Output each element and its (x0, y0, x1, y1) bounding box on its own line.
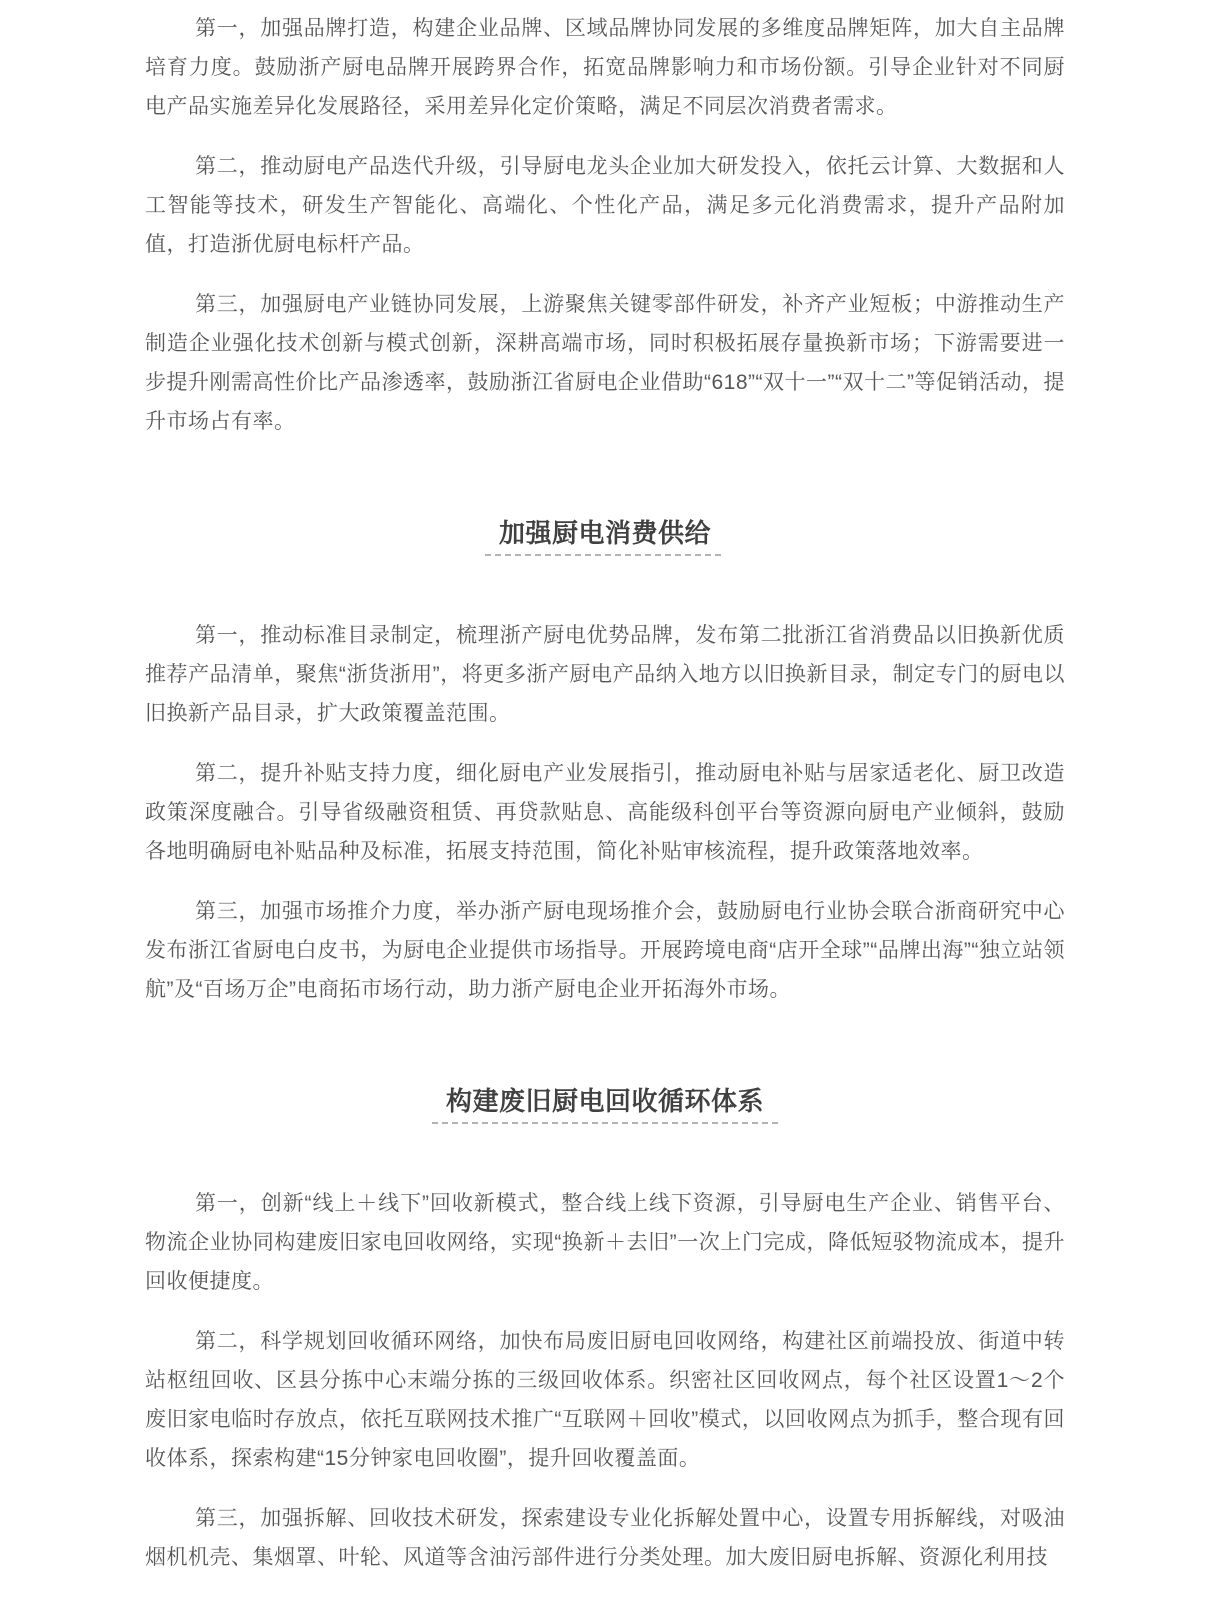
article-sections (145, 9, 1065, 1577)
section-heading: 加强厨电消费供给 (487, 514, 723, 556)
section-heading-row (145, 514, 1065, 556)
paragraph: 第一，创新“线上＋线下”回收新模式，整合线上线下资源，引导厨电生产企业、销售平台、物流企业协同构建废旧家电回收网络，实现“换新＋去旧”一次上门完成，降低短驳物流成本，提升回收便捷度。 (145, 1192, 1065, 1293)
section-heading-row (145, 1082, 1065, 1124)
paragraph: 第二，科学规划回收循环网络，加快布局废旧厨电回收网络，构建社区前端投放、街道中转站枢纽回收、区县分拣中心末端分拣的三级回收体系。织密社区回收网点，每个社区设置1～2个废旧家电临时存放点，依托互联网技术推广“互联网＋回收”模式，以回收网点为抓手，整合现有回收体系，探索构建“15分钟家电回收圈”，提升回收覆盖面。 (145, 1330, 1065, 1470)
paragraph: 第三，加强拆解、回收技术研发，探索建设专业化拆解处置中心，设置专用拆解线，对吸油烟机机壳、集烟罩、叶轮、风道等含油污部件进行分类处理。加大废旧厨电拆解、资源化利用技 (145, 1507, 1065, 1569)
paragraph: 第三，加强市场推介力度，举办浙产厨电现场推介会，鼓励厨电行业协会联合浙商研究中心发布浙江省厨电白皮书，为厨电企业提供市场指导。开展跨境电商“店开全球”“品牌出海”“独立站领航”及“百场万企”电商拓市场行动，助力浙产厨电企业开拓海外市场。 (145, 900, 1065, 1001)
paragraph: 第三，加强厨电产业链协同发展，上游聚焦关键零部件研发，补齐产业短板；中游推动生产制造企业强化技术创新与模式创新，深耕高端市场，同时积极拓展存量换新市场；下游需要进一步提升刚需高性价比产品渗透率，鼓励浙江省厨电企业借助“618”“双十一”“双十二”等促销活动，提升市场占有率。 (145, 293, 1065, 433)
paragraph: 第一，加强品牌打造，构建企业品牌、区域品牌协同发展的多维度品牌矩阵，加大自主品牌培育力度。鼓励浙产厨电品牌开展跨界合作，拓宽品牌影响力和市场份额。引导企业针对不同厨电产品实施差异化发展路径，采用差异化定价策略，满足不同层次消费者需求。 (145, 17, 1065, 118)
paragraph: 第二，推动厨电产品迭代升级，引导厨电龙头企业加大研发投入，依托云计算、大数据和人工智能等技术，研发生产智能化、高端化、个性化产品，满足多元化消费需求，提升产品附加值，打造浙优厨电标杆产品。 (145, 155, 1065, 256)
section-heading: 构建废旧厨电回收循环体系 (434, 1082, 776, 1124)
paragraph: 第二，提升补贴支持力度，细化厨电产业发展指引，推动厨电补贴与居家适老化、厨卫改造政策深度融合。引导省级融资租赁、再贷款贴息、高能级科创平台等资源向厨电产业倾斜，鼓励各地明确厨电补贴品种及标准，拓展支持范围，简化补贴审核流程，提升政策落地效率。 (145, 762, 1065, 863)
paragraph: 第一，推动标准目录制定，梳理浙产厨电优势品牌，发布第二批浙江省消费品以旧换新优质推荐产品清单，聚焦“浙货浙用”，将更多浙产厨电产品纳入地方以旧换新目录，制定专门的厨电以旧换新产品目录，扩大政策覆盖范围。 (145, 624, 1065, 725)
